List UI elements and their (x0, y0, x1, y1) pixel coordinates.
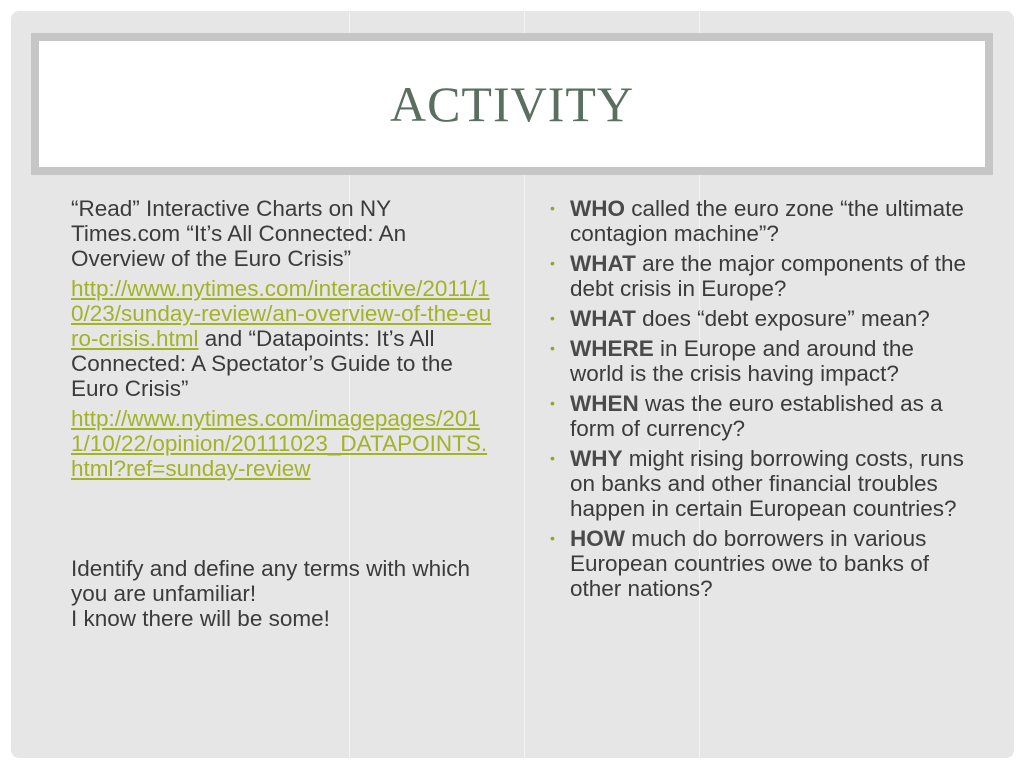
question-keyword: HOW (570, 526, 625, 551)
links-paragraph (71, 276, 496, 401)
question-text: does “debt exposure” mean? (635, 306, 930, 331)
question-text: much do borrowers in various European countries owe to banks of other nations? (570, 526, 929, 601)
title-frame (31, 33, 993, 175)
question-keyword: WHY (570, 446, 623, 471)
question-text: might rising borrowing costs, runs on banks and other financial troubles happen in certain European countries? (570, 446, 964, 521)
intro-text: “Read” Interactive Charts on NY Times.com “It’s All Connected: An Overview of the Euro Crisis” (71, 196, 407, 271)
question-keyword: WHO (570, 196, 625, 221)
left-content (71, 196, 496, 636)
spacer (71, 486, 496, 556)
slide-title: ACTIVITY (389, 76, 635, 132)
question-keyword: WHAT (570, 306, 636, 331)
link-paragraph (71, 406, 496, 481)
question-item (546, 196, 966, 246)
question-text: in Europe and around the world is the crisis having impact? (570, 336, 914, 386)
datapoints-text: and “Datapoints: It’s All Connected: A Spectator’s Guide to the Euro Crisis” (71, 326, 453, 401)
question-item (546, 336, 966, 386)
slide (11, 11, 1014, 758)
bullet-icon: • (550, 395, 555, 411)
bullet-icon: • (550, 340, 555, 356)
identify-line-1: Identify and define any terms with which you are unfamiliar! (71, 556, 470, 606)
question-item (546, 446, 966, 521)
nytimes-datapoints-link[interactable]: http://www.nytimes.com/imagepages/2011/10/22/opinion/20111023_DATAPOINTS.html?ref=sunday-review (71, 406, 488, 481)
question-item (546, 526, 966, 601)
bullet-icon: • (550, 310, 555, 326)
question-text: are the major components of the debt crisis in Europe? (570, 251, 966, 301)
bullet-icon: • (550, 200, 555, 216)
question-list (546, 196, 966, 601)
question-item (546, 391, 966, 441)
question-text: was the euro established as a form of currency? (570, 391, 943, 441)
identify-text (71, 556, 496, 631)
question-item (546, 251, 966, 301)
bullet-icon: • (550, 530, 555, 546)
question-item (546, 306, 966, 331)
nytimes-overview-link[interactable]: http://www.nytimes.com/interactive/2011/10/23/sunday-review/an-overview-of-the-euro-crisis.html (71, 276, 492, 351)
bullet-icon: • (550, 255, 555, 271)
question-list-panel (546, 196, 966, 606)
question-keyword: WHAT (570, 251, 636, 276)
question-text: called the euro zone “the ultimate contagion machine”? (570, 196, 964, 246)
title-panel (39, 41, 985, 167)
question-keyword: WHERE (570, 336, 654, 361)
question-keyword: WHEN (570, 391, 639, 416)
bullet-icon: • (550, 450, 555, 466)
identify-line-2: I know there will be some! (71, 606, 330, 631)
